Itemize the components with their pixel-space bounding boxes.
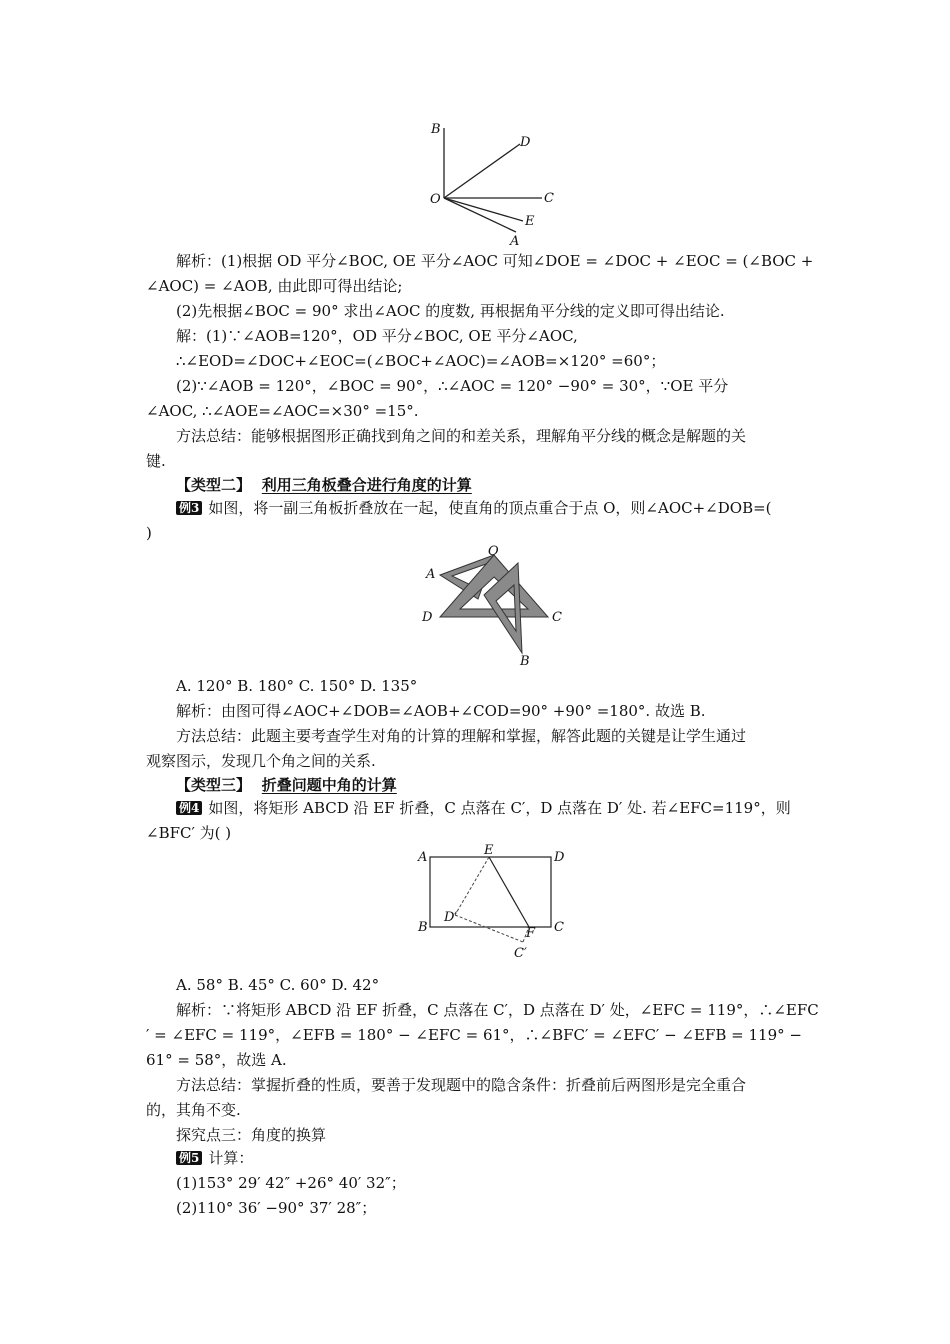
example4-question: 如图，将矩形 ABCD 沿 EF 折叠，C 点落在 C′，D 点落在 D′ 处. 若∠EFC=119°，则 — [208, 799, 791, 817]
solution1-line2: ∴∠EOD=∠DOC+∠EOC=(∠BOC+∠AOC)=∠AOB=×120° =60°； — [176, 352, 666, 370]
crease-ef — [489, 857, 529, 927]
label-d-prime: D′ — [444, 910, 458, 925]
example4-tag: 例4 — [176, 801, 202, 815]
example4-analysis-line3: 61° = 58°，故选 A. — [146, 1051, 287, 1069]
solution1-line4: ∠AOC, ∴∠AOE=∠AOC=×30° =15°. — [146, 402, 419, 420]
summary3-line2: 的，其角不变. — [146, 1101, 241, 1119]
type3-bracket: 【类型三】 — [176, 776, 252, 794]
ray-oe — [444, 198, 523, 221]
example3-question-line1 — [176, 498, 772, 518]
label-c: C — [554, 920, 564, 935]
example3-options: A. 120° B. 180° C. 150° D. 135° — [176, 677, 418, 695]
label-e: E — [525, 214, 535, 229]
example4-question-line1 — [176, 798, 791, 818]
summary3-line1: 方法总结：掌握折叠的性质，要善于发现题中的隐含条件：折叠前后两图形是完全重合 — [176, 1076, 747, 1094]
solution1-line1: 解：(1)∵∠AOB=120°，OD 平分∠BOC, OE 平分∠AOC, — [176, 327, 578, 345]
analysis1-line3: (2)先根据∠BOC = 90° 求出∠AOC 的度数, 再根据角平分线的定义即可得出结论. — [176, 302, 725, 320]
type3-title: 折叠问题中角的计算 — [261, 776, 397, 794]
example4-options: A. 58° B. 45° C. 60° D. 42° — [176, 976, 380, 994]
ray-od — [444, 144, 520, 198]
type2-bracket: 【类型二】 — [176, 476, 252, 494]
type3-heading — [176, 775, 397, 795]
example4-analysis-line2: ′ = ∠EFC = 119°，∠EFB = 180° − ∠EFC = 61°，∴∠BFC′ = ∠EFC′ − ∠EFB = 119° − — [146, 1026, 802, 1044]
label-a: A — [510, 234, 520, 249]
label-a: A — [426, 567, 436, 582]
analysis1-line2: ∠AOC) = ∠AOB, 由此即可得出结论; — [146, 277, 403, 295]
label-b: B — [418, 920, 428, 935]
edge-ed-prime — [455, 857, 489, 915]
ray-oa — [444, 198, 516, 232]
example3-question-line2: ) — [146, 524, 152, 542]
label-c-prime: C′ — [514, 946, 527, 961]
example5-prompt: 计算： — [208, 1149, 254, 1167]
example3-analysis: 解析：由图可得∠AOC+∠DOB=∠AOB+∠COD=90° +90° =180°. 故选 B. — [176, 702, 706, 720]
example4-analysis-line1: 解析：∵将矩形 ABCD 沿 EF 折叠，C 点落在 C′，D 点落在 D′ 处，∠EFC = 119°，∴∠EFC — [176, 1001, 819, 1019]
example5-calc2: (2)110° 36′ −90° 37′ 28″； — [176, 1199, 377, 1217]
angle-rays-figure — [420, 118, 570, 250]
summary1-line2: 键. — [146, 452, 166, 470]
label-c: C — [544, 191, 554, 206]
example5-tag: 例5 — [176, 1151, 202, 1165]
point3-title: 探究点三：角度的换算 — [176, 1126, 327, 1144]
label-o: O — [488, 544, 499, 559]
label-d: D — [554, 850, 565, 865]
example4-question-line2: ∠BFC′ 为( ) — [146, 824, 232, 842]
summary2-line1: 方法总结：此题主要考查学生对角的计算的理解和掌握，解答此题的关键是让学生通过 — [176, 727, 747, 745]
set-squares-figure — [418, 543, 578, 671]
label-f: F — [526, 926, 536, 941]
type2-heading — [176, 475, 472, 495]
label-c: C — [552, 610, 562, 625]
example5-calc1: (1)153° 29′ 42″ +26° 40′ 32″； — [176, 1174, 406, 1192]
solution1-line3: (2)∵∠AOB = 120°，∠BOC = 90°，∴∠AOC = 120° −90° = 30°，∵OE 平分 — [176, 377, 729, 395]
example3-question: 如图，将一副三角板折叠放在一起，使直角的顶点重合于点 O，则∠AOC+∠DOB=( — [208, 499, 772, 517]
label-d: D — [422, 610, 433, 625]
type2-title: 利用三角板叠合进行角度的计算 — [261, 476, 472, 494]
label-b: B — [431, 122, 441, 137]
edge-d-prime-c-prime — [455, 915, 523, 942]
label-o: O — [430, 192, 441, 207]
example5-question — [176, 1148, 253, 1168]
label-e: E — [484, 843, 494, 858]
analysis1-line1: 解析：(1)根据 OD 平分∠BOC, OE 平分∠AOC 可知∠DOE = ∠DOC + ∠EOC = (∠BOC + — [176, 252, 814, 270]
label-d: D — [520, 135, 531, 150]
label-b: B — [520, 654, 530, 669]
label-a: A — [418, 850, 428, 865]
folded-rectangle-figure — [414, 843, 574, 961]
example3-tag: 例3 — [176, 501, 202, 515]
summary2-line2: 观察图示，发现几个角之间的关系. — [146, 752, 376, 770]
summary1-line1: 方法总结：能够根据图形正确找到角之间的和差关系，理解角平分线的概念是解题的关 — [176, 427, 747, 445]
